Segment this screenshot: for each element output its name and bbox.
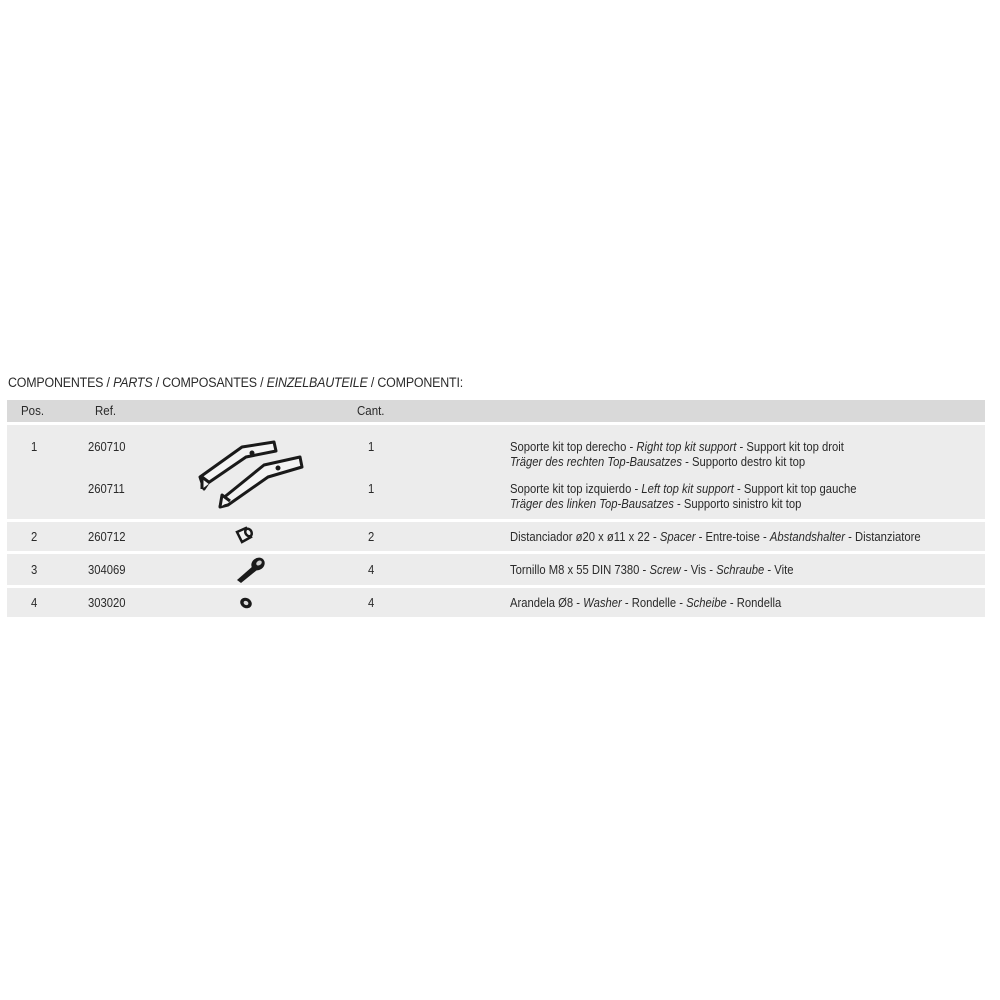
pos-cell: 4: [31, 596, 38, 610]
ref-cell: 260711: [88, 482, 125, 496]
pos-cell: 1: [31, 440, 38, 454]
spacer-image: [234, 526, 254, 546]
heading-part-fr: / COMPOSANTES /: [152, 375, 267, 390]
description-cell: Arandela Ø8 - Washer - Rondelle - Scheibe - Rondella: [510, 596, 782, 610]
table-header: [7, 400, 985, 422]
qty-cell: 1: [368, 482, 375, 496]
qty-cell: 4: [368, 563, 375, 577]
column-header-pos: Pos.: [21, 404, 45, 418]
description-cell: Soporte kit top derecho - Right top kit support - Support kit top droit Träger des rechten Top-Bausatzes - Supporto destro kit top: [510, 440, 844, 469]
qty-cell: 4: [368, 596, 375, 610]
ref-cell: 303020: [88, 596, 126, 610]
table-row: [7, 522, 985, 551]
ref-cell: 260712: [88, 530, 126, 544]
description-cell: Soporte kit top izquierdo - Left top kit support - Support kit top gauche Träger des linken Top-Bausatzes - Supporto sinistro kit top: [510, 482, 857, 511]
qty-cell: 2: [368, 530, 375, 544]
qty-cell: 1: [368, 440, 375, 454]
table-row: [7, 588, 985, 617]
description-cell: Distanciador ø20 x ø11 x 22 - Spacer - Entre-toise - Abstandshalter - Distanziatore: [510, 530, 921, 544]
table-row: [7, 554, 985, 585]
column-header-ref: Ref.: [95, 404, 117, 418]
pos-cell: 2: [31, 530, 38, 544]
parts-heading: [8, 375, 463, 390]
pos-cell: 3: [31, 563, 38, 577]
heading-part-es: COMPONENTES /: [8, 375, 114, 390]
heading-part-de: EINZELBAUTEILE: [266, 375, 368, 390]
heading-part-it: / COMPONENTI:: [367, 375, 464, 390]
heading-part-en: PARTS: [113, 375, 153, 390]
column-header-qty: Cant.: [357, 404, 385, 418]
ref-cell: 304069: [88, 563, 126, 577]
washer-image: [237, 594, 255, 612]
description-cell: Tornillo M8 x 55 DIN 7380 - Screw - Vis - Schraube - Vite: [510, 563, 794, 577]
table-row: [7, 425, 985, 519]
screw-image: [233, 556, 267, 584]
ref-cell: 260710: [88, 440, 126, 454]
support-brackets-image: [192, 437, 308, 509]
